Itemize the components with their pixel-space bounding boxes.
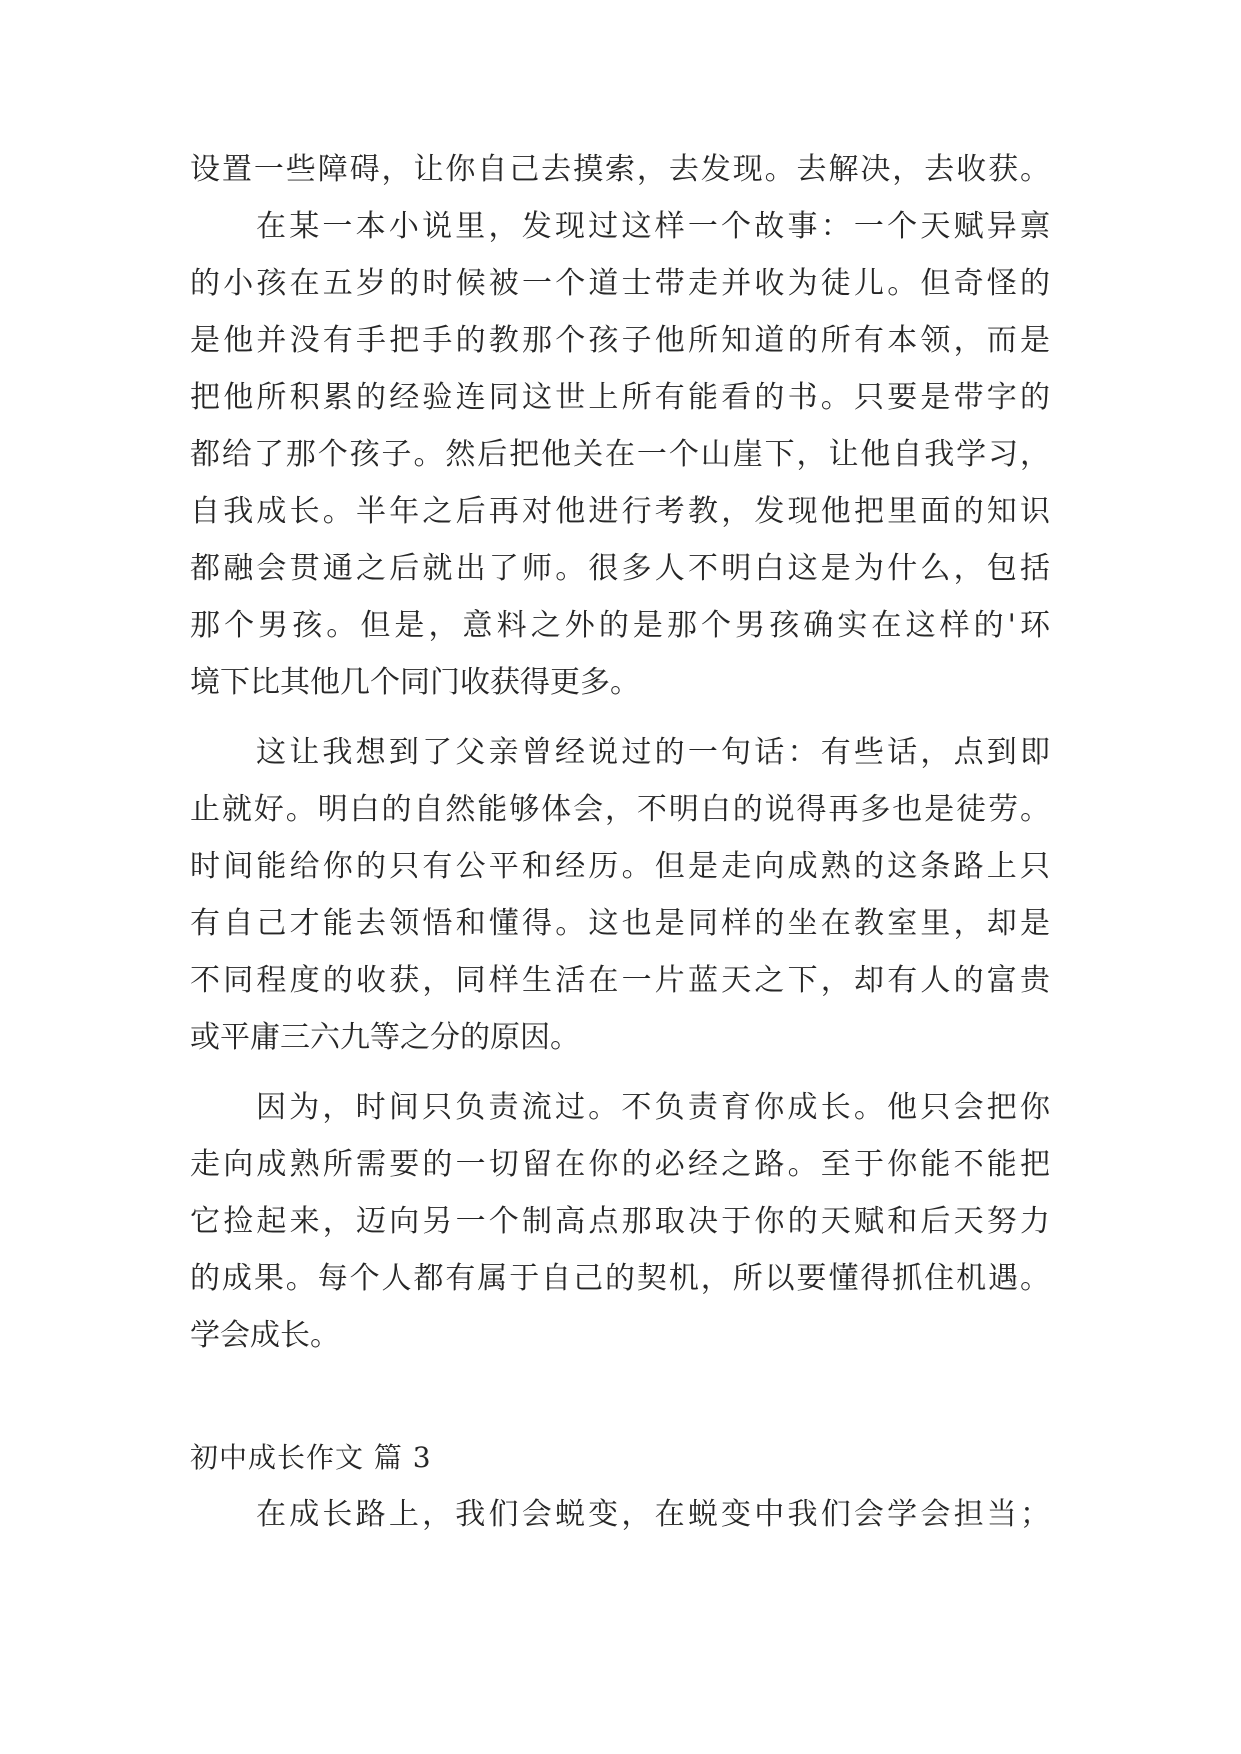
text-line: 或平庸三六九等之分的原因。: [190, 1020, 580, 1055]
text-line: 境下比其他几个同门收获得更多。: [190, 665, 640, 700]
text-line: 那个男孩。但是，意料之外的是那个男孩确实在这样的'环: [190, 608, 1050, 643]
paragraph-start-line: 因为，时间只负责流过。不负责育你成长。他只会把你: [256, 1090, 1050, 1125]
text-line: 不同程度的收获，同样生活在一片蓝天之下，却有人的富贵: [190, 963, 1050, 998]
text-line: 走向成熟所需要的一切留在你的必经之路。至于你能不能把: [190, 1147, 1050, 1182]
text-line: 都给了那个孩子。然后把他关在一个山崖下，让他自我学习，: [190, 437, 1050, 472]
section-heading: 初中成长作文 篇 3: [190, 1441, 432, 1474]
text-line: 止就好。明白的自然能够体会，不明白的说得再多也是徒劳。: [190, 792, 1050, 827]
text-line: 学会成长。: [190, 1318, 340, 1353]
text-line: 有自己才能去领悟和懂得。这也是同样的坐在教室里，却是: [190, 906, 1050, 941]
text-line: 自我成长。半年之后再对他进行考教，发现他把里面的知识: [190, 494, 1050, 529]
text-line: 都融会贯通之后就出了师。很多人不明白这是为什么，包括: [190, 551, 1050, 586]
text-line: 的小孩在五岁的时候被一个道士带走并收为徒儿。但奇怪的: [190, 266, 1050, 301]
paragraph-start-line: 在成长路上，我们会蜕变，在蜕变中我们会学会担当；: [256, 1497, 1050, 1532]
text-line: 设置一些障碍，让你自己去摸索，去发现。去解决，去收获。: [190, 152, 1050, 187]
text-line: 把他所积累的经验连同这世上所有能看的书。只要是带字的: [190, 380, 1050, 415]
paragraph-start-line: 在某一本小说里，发现过这样一个故事：一个天赋异禀: [256, 209, 1050, 244]
text-line: 的成果。每个人都有属于自己的契机，所以要懂得抓住机遇。: [190, 1261, 1050, 1296]
text-line: 是他并没有手把手的教那个孩子他所知道的所有本领，而是: [190, 323, 1050, 358]
text-line: 它捡起来，迈向另一个制高点那取决于你的天赋和后天努力: [190, 1204, 1050, 1239]
text-line: 时间能给你的只有公平和经历。但是走向成熟的这条路上只: [190, 849, 1050, 884]
paragraph-start-line: 这让我想到了父亲曾经说过的一句话：有些话，点到即: [256, 735, 1050, 770]
